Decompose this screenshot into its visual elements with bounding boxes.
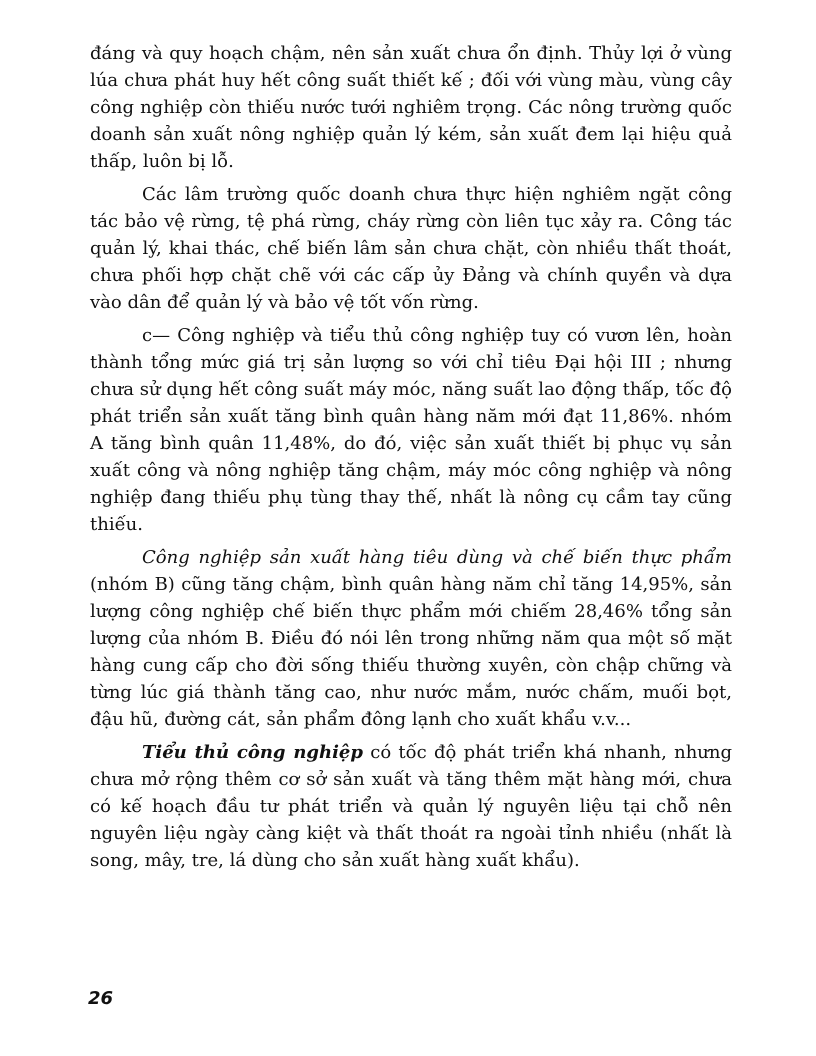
paragraph-agriculture-continued (90, 40, 732, 175)
paragraph-text: (nhóm B) cũng tăng chậm, bình quân hàng năm chỉ tăng 14,95%, sản lượng công nghiệp chế biến thực phẩm mới chiếm 28,46% tổng sản lượng của nhóm B. Điều đó nói lên trong những năm qua một số mặt hàng cung cấp cho đời sống thiếu thường xuyên, còn chập chững và từng lúc giá thành tăng cao, như nước mắm, nước chấm, muối bọt, đậu hũ, đường cát, sản phẩm đông lạnh cho xuất khẩu v.v... (90, 574, 732, 730)
paragraph-text: c— Công nghiệp và tiểu thủ công nghiệp tuy có vươn lên, hoàn thành tổng mức giá trị sản lượng so với chỉ tiêu Đại hội III ; nhưng chưa sử dụng hết công suất máy móc, năng suất lao động thấp, tốc độ phát triển sản xuất tăng bình quân hàng năm mới đạt 11,86%. nhóm A tăng bình quân 11,48%, do đó, việc sản xuất thiết bị phục vụ sản xuất công và nông nghiệp tăng chậm, máy móc công nghiệp và nông nghiệp đang thiếu phụ tùng thay thế, nhất là nông cụ cầm tay cũng thiếu. (90, 325, 732, 535)
paragraph-handicraft (90, 739, 732, 874)
paragraph-consumer-goods (90, 544, 732, 733)
paragraph-industry (90, 322, 732, 538)
page-number: 26 (88, 988, 114, 1009)
paragraph-text: có tốc độ phát triển khá nhanh, nhưng chưa mở rộng thêm cơ sở sản xuất và tăng thêm mặt hàng mới, chưa có kế hoạch đầu tư phát triển và quản lý nguyên liệu tại chỗ nên nguyên liệu ngày càng kiệt và thất thoát ra ngoài tỉnh nhiều (nhất là song, mây, tre, lá dùng cho sản xuất hàng xuất khẩu). (90, 742, 732, 871)
emphasis-heading: Công nghiệp sản xuất hàng tiêu dùng và chế biến thực phẩm (142, 547, 732, 568)
paragraph-text: Các lâm trường quốc doanh chưa thực hiện nghiêm ngặt công tác bảo vệ rừng, tệ phá rừng, cháy rừng còn liên tục xảy ra. Công tác quản lý, khai thác, chế biến lâm sản chưa chặt, còn nhiều thất thoát, chưa phối hợp chặt chẽ với các cấp ủy Đảng và chính quyền và dựa vào dân để quản lý và bảo vệ tốt vốn rừng. (90, 184, 732, 313)
body-text (90, 40, 732, 880)
paragraph-text: đáng và quy hoạch chậm, nên sản xuất chưa ổn định. Thủy lợi ở vùng lúa chưa phát huy hết công suất thiết kế ; đối với vùng màu, vùng cây công nghiệp còn thiếu nước tưới nghiêm trọng. Các nông trường quốc doanh sản xuất nông nghiệp quản lý kém, sản xuất đem lại hiệu quả thấp, luôn bị lỗ. (90, 43, 732, 172)
paragraph-forestry (90, 181, 732, 316)
emphasis-heading: Tiểu thủ công nghiệp (142, 742, 363, 763)
